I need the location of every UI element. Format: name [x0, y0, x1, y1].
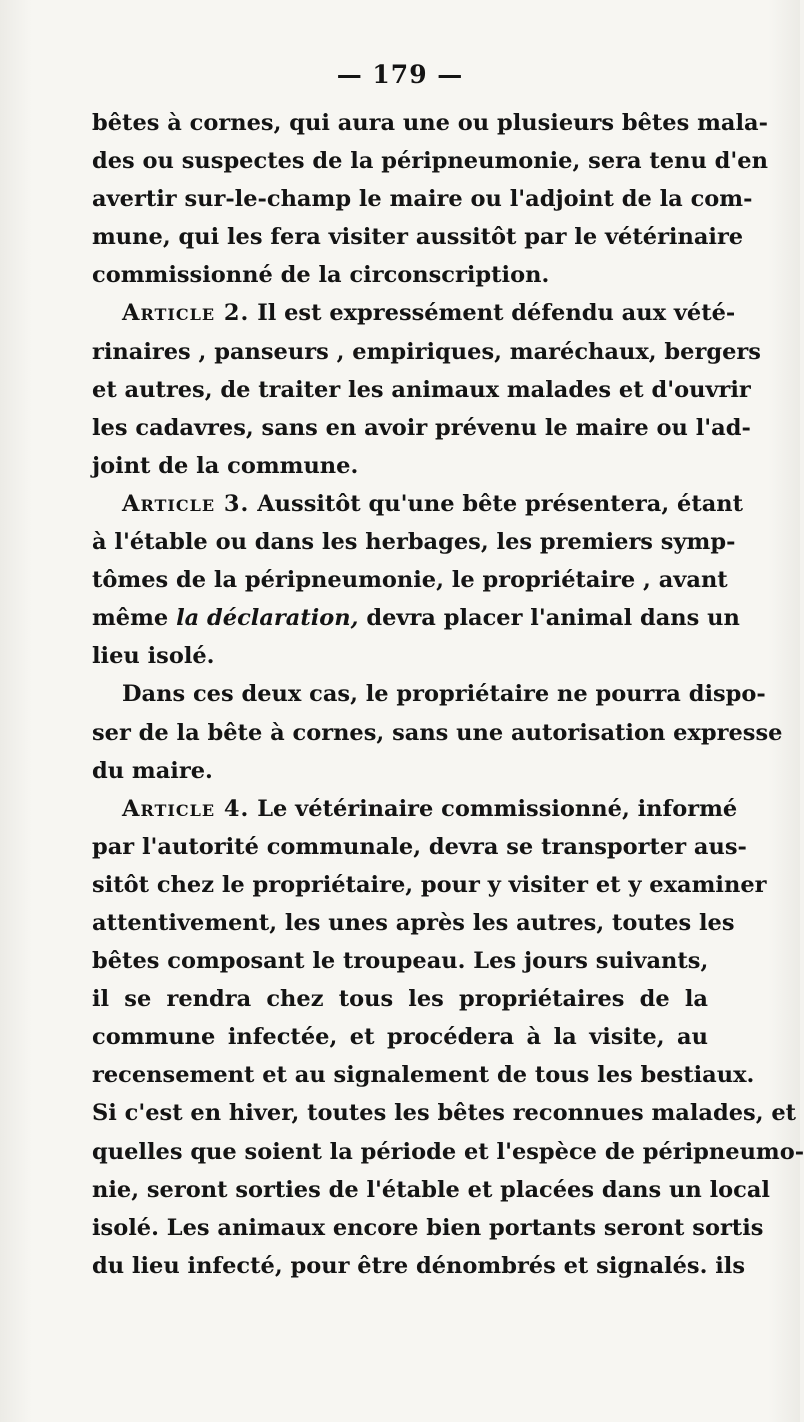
- line-text: il se rendra chez tous les propriétaires de la: [92, 986, 708, 1013]
- line-text: bêtes à cornes, qui aura une ou plusieurs bêtes mala-: [92, 110, 768, 136]
- line-text: ser de la bête à cornes, sans une autorisation expresse: [92, 719, 783, 746]
- italic-text: la déclaration,: [176, 605, 359, 632]
- text-line: [92, 752, 708, 790]
- line-text: recensement et au signalement de tous les bestiaux.: [92, 1062, 755, 1089]
- text-line: [92, 980, 708, 1018]
- line-text: bêtes composant le troupeau. Les jours suivants,: [92, 948, 709, 975]
- line-text: des ou suspectes de la péripneumonie, sera tenu d'en: [92, 148, 768, 175]
- text-line: [92, 485, 744, 523]
- line-text: les cadavres, sans en avoir prévenu le maire ou l'ad-: [92, 414, 751, 441]
- text-line: [92, 294, 736, 332]
- text-line: [92, 675, 766, 713]
- text-line: [92, 333, 761, 371]
- line-text: nie, seront sorties de l'étable et placées dans un local: [92, 1176, 770, 1203]
- text-line: [92, 904, 735, 942]
- line-text: Aussitôt qu'une bête présentera, étant: [249, 490, 744, 517]
- text-line: [92, 218, 744, 256]
- line-text: du maire.: [92, 757, 213, 784]
- line-text: commissionné de la circonscription.: [92, 262, 550, 289]
- line-text: Si c'est en hiver, toutes les bêtes reconnues malades, et: [92, 1100, 797, 1127]
- text-line: [92, 637, 708, 675]
- text-line: [92, 447, 708, 485]
- text-line: [92, 142, 768, 180]
- text-line: [92, 1209, 764, 1247]
- text-line: [92, 409, 751, 447]
- text-line: [92, 1171, 770, 1209]
- body-text: [92, 104, 804, 1285]
- line-text: et autres, de traiter les animaux malades et d'ouvrir: [92, 376, 751, 403]
- text-line: [92, 866, 767, 904]
- line-text: quelles que soient la période et l'espèce de péripneumo-: [92, 1138, 804, 1165]
- article-heading: Article 4.: [122, 795, 250, 822]
- text-line: [92, 1056, 755, 1094]
- line-text: sitôt chez le propriétaire, pour y visiter et y examiner: [92, 871, 767, 898]
- line-text: à l'étable ou dans les herbages, les premiers symp-: [92, 529, 736, 556]
- line-text: rinaires , panseurs , empiriques, maréchaux, bergers: [92, 338, 761, 365]
- text-line: [92, 714, 783, 752]
- text-line: [92, 1133, 804, 1171]
- text-line: [92, 599, 740, 637]
- line-text: lieu isolé.: [92, 643, 215, 670]
- text-line: [92, 790, 738, 828]
- line-text: Il est expressément défendu aux vété-: [249, 300, 736, 327]
- text-line: [92, 1247, 746, 1285]
- text-line: [92, 828, 747, 866]
- text-line: [92, 523, 736, 561]
- line-text: par l'autorité communale, devra se transporter aus-: [92, 833, 747, 860]
- text-line: [92, 561, 728, 599]
- text-line: [92, 104, 768, 142]
- line-text: isolé. Les animaux encore bien portants seront sortis: [92, 1214, 764, 1241]
- line-text: attentivement, les unes après les autres, toutes les: [92, 909, 735, 936]
- line-text: devra placer l'animal dans un: [358, 605, 740, 632]
- line-text: commune infectée, et procédera à la visite, au: [92, 1024, 708, 1051]
- text-line: [92, 256, 708, 294]
- article-heading: Article 3.: [122, 490, 250, 517]
- text-line: [92, 1018, 708, 1056]
- text-line: [92, 371, 751, 409]
- line-text: tômes de la péripneumonie, le propriétaire , avant: [92, 567, 728, 594]
- page-number: — 179 —: [336, 60, 464, 89]
- line-text: Dans ces deux cas, le propriétaire ne pourra dispo-: [122, 681, 766, 708]
- article-heading: Article 2.: [122, 300, 250, 327]
- line-text: Le vétérinaire commissionné, informé: [249, 795, 738, 822]
- text-line: [92, 180, 753, 218]
- text-line: [92, 942, 708, 980]
- line-text: avertir sur-le-champ le maire ou l'adjoint de la com-: [92, 186, 753, 213]
- line-text: joint de la commune.: [92, 452, 359, 479]
- line-text: mune, qui les fera visiter aussitôt par le vétérinaire: [92, 224, 744, 251]
- text-line: [92, 1094, 797, 1132]
- line-text: même: [92, 605, 177, 632]
- line-text: du lieu infecté, pour être dénombrés et signalés. ils: [92, 1252, 746, 1279]
